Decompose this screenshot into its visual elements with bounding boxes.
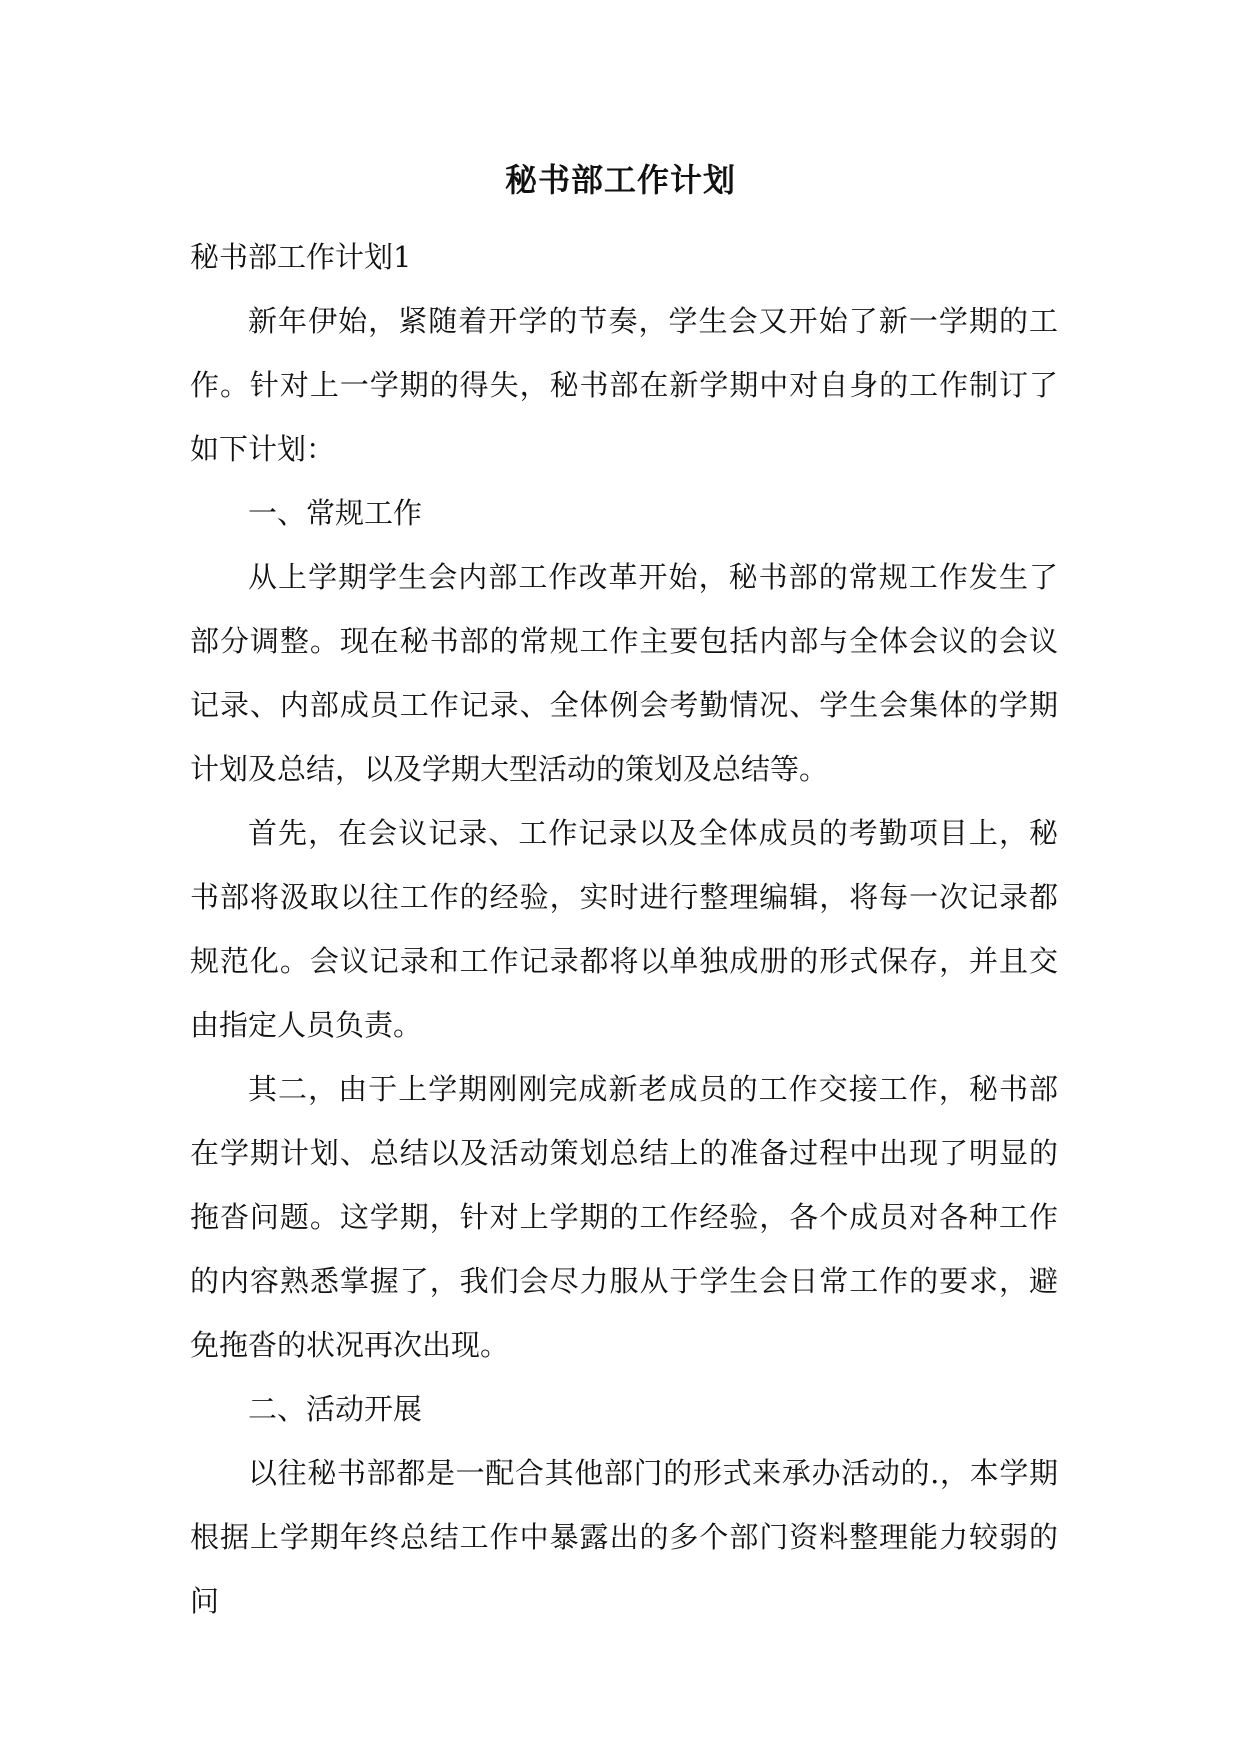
paragraph-activities: 以往秘书部都是一配合其他部门的形式来承办活动的.，本学期根据上学期年终总结工作中暴露出的多个部门资料整理能力较弱的问 [190,1456,1058,1618]
paragraph-intro: 新年伊始，紧随着开学的节奏，学生会又开始了新一学期的工作。针对上一学期的得失，秘书部在新学期中对自身的工作制订了如下计划： [190,304,1058,466]
paragraph-first-point: 首先，在会议记录、工作记录以及全体成员的考勤项目上，秘书部将汲取以往工作的经验，实时进行整理编辑，将每一次记录都规范化。会议记录和工作记录都将以单独成册的形式保存，并且交由指定人员负责。 [190,816,1058,1042]
document-subtitle: 秘书部工作计划1 [190,240,412,274]
paragraph-routine-work: 从上学期学生会内部工作改革开始，秘书部的常规工作发生了部分调整。现在秘书部的常规工作主要包括内部与全体会议的会议记录、内部成员工作记录、全体例会考勤情况、学生会集体的学期计划及总结，以及学期大型活动的策划及总结等。 [190,560,1058,786]
section-heading-activities: 二、活动开展 [248,1392,423,1426]
document-title: 秘书部工作计划 [504,161,736,199]
section-heading-routine-work: 一、常规工作 [248,496,423,530]
paragraph-second-point: 其二，由于上学期刚刚完成新老成员的工作交接工作，秘书部在学期计划、总结以及活动策划总结上的准备过程中出现了明显的拖沓问题。这学期，针对上学期的工作经验，各个成员对各种工作的内容熟悉掌握了，我们会尽力服从于学生会日常工作的要求，避免拖沓的状况再次出现。 [190,1072,1058,1362]
document-body [190,225,1058,1633]
